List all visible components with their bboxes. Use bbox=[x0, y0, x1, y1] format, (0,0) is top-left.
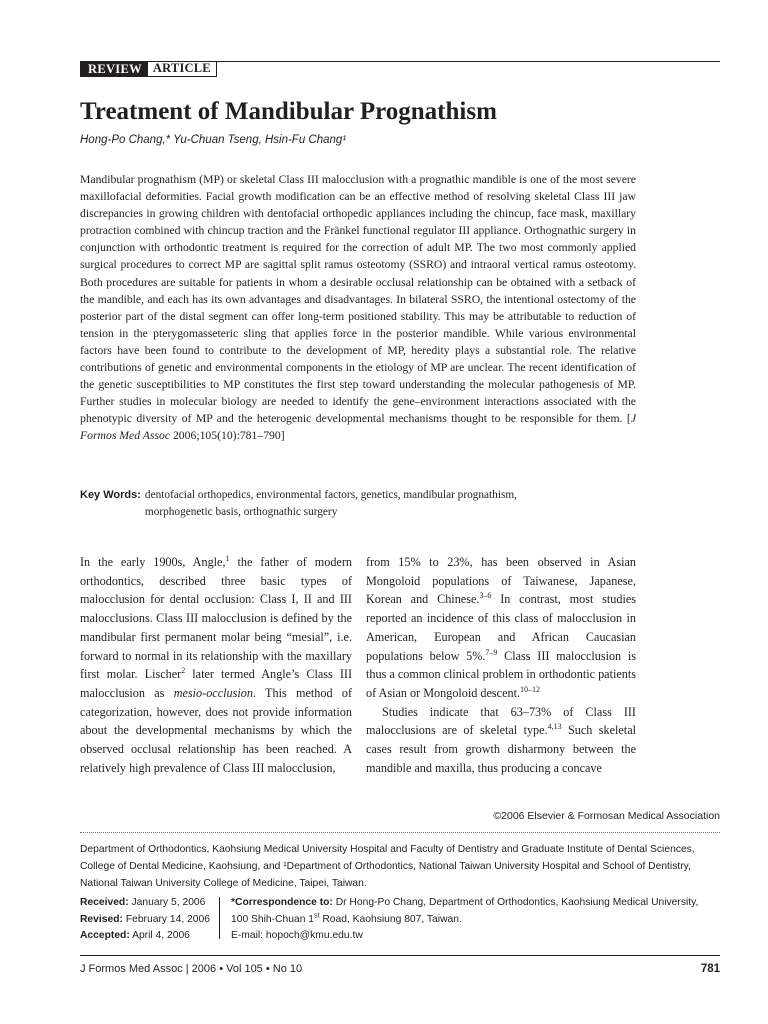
revised-label: Revised: bbox=[80, 913, 123, 925]
body-column-left bbox=[80, 553, 352, 777]
correspondence-name: Dr Hong-Po Chang, Department of Orthodontics, Kaohsiung Medical University, bbox=[332, 897, 699, 908]
citation-open: [ bbox=[626, 412, 631, 426]
body-text: later termed Angle’s Class III malocclusion as bbox=[80, 667, 353, 700]
accepted-label: Accepted: bbox=[80, 930, 130, 941]
article-dates bbox=[80, 895, 210, 945]
dotted-divider bbox=[80, 832, 720, 833]
correspondence bbox=[231, 895, 721, 945]
correspondence-address: 100 Shih-Chuan 1 bbox=[231, 913, 315, 925]
italic-term: mesio-occlusion bbox=[173, 685, 253, 700]
keywords-label: Key Words: bbox=[80, 489, 141, 501]
correspondence-address: Road, Kaohsiung 807, Taiwan. bbox=[319, 913, 462, 925]
copyright-notice: ©2006 Elsevier & Formosan Medical Association bbox=[493, 810, 720, 822]
badge-review: REVIEW bbox=[80, 61, 147, 77]
body-text: Such skeletal cases result from growth disharmony between the mandible and maxilla, thus producing a concave bbox=[366, 723, 636, 775]
abstract bbox=[80, 171, 636, 445]
affiliation-line: Department of Orthodontics, Kaohsiung Medical University Hospital and Faculty of Dentistry and Graduate Institute of Dental Sciences, bbox=[80, 844, 695, 855]
affiliation-line: College of Dental Medicine, Kaohsiung, and ¹Department of Orthodontics, National Taiwan University Hospital and School of Dentistry, bbox=[80, 861, 691, 872]
revised-date: February 14, 2006 bbox=[125, 913, 210, 925]
reference-sup: 10–12 bbox=[520, 684, 541, 694]
correspondence-label: *Correspondence to: bbox=[231, 897, 333, 908]
affiliations bbox=[80, 841, 720, 892]
body-text: Studies indicate that 63–73% of Class III malocclusions are of skeletal type. bbox=[366, 704, 636, 738]
article-type-badge bbox=[80, 61, 217, 77]
accepted-date: April 4, 2006 bbox=[132, 930, 190, 941]
keywords-line-2: morphogenetic basis, orthognathic surgery bbox=[144, 506, 338, 518]
received-date: January 5, 2006 bbox=[131, 897, 206, 908]
body-text: Class III malocclusion is thus a common clinical problem in orthodontic patients of Asian or Mongoloid descent. bbox=[366, 648, 637, 700]
body-text: from 15% to 23%, has been observed in Asian Mongoloid populations of Taiwanese, Japanese, Korean and Chinese. bbox=[366, 555, 636, 607]
correspondence-email: E-mail: hopoch@kmu.edu.tw bbox=[231, 930, 363, 941]
reference-sup: 1 bbox=[225, 553, 230, 563]
body-text: In contrast, most studies reported an incidence of this class of malocclusion in American, European and African Caucasian populations below 5%. bbox=[366, 592, 636, 663]
page-number: 781 bbox=[700, 963, 720, 975]
footer-rule bbox=[80, 955, 720, 956]
article-title: Treatment of Mandibular Prognathism bbox=[80, 98, 497, 125]
abstract-body: Mandibular prognathism (MP) or skeletal Class III malocclusion with a prognathic mandible is one of the most severe maxillofacial deformities. Facial growth modification can be an effective method of resolving skeletal Class III jaw discrepancies in growing children with dentofacial orthopedic appliances including the chincup, face mask, maxillary protraction combined with chincup traction and the Fränkel functional regulator III appliance. Orthognathic surgery in conjunction with orthodontic treatment is required for the correction of adult MP. The two most commonly applied surgical procedures to correct MP are sagittal split ramus osteotomy (SSRO) and intraoral vertical ramus osteotomy. Both procedures are suitable for patients in whom a desirable occlusal relationship can be obtained with a setback of the mandible, and each has its own advantages and disadvantages. In bilateral SSRO, the intentional ostectomy of the posterior part of the distal segment can offer long-term positioned stability. This may be attributable to reduction of tension in the pterygomasseteric sling that applies force in the posterior mandible. While various environmental factors have been found to contribute to the development of MP, heredity plays a substantial role. The relative contributions of genetic and environmental components in the etiology of MP are unclear. The recent identification of the genetic susceptibilities to MP constitutes the first step toward understanding the molecular pathogenesis of MP. Further studies in molecular biology are needed to identify the gene–environment interactions associated with the phenotypic diversity of MP and the heterogenic developmental mechanisms thought to be responsible for them. bbox=[80, 173, 636, 426]
affiliation-line: National Taiwan University College of Medicine, Taipei, Taiwan. bbox=[80, 878, 367, 889]
citation-journal: J Formos Med Assoc bbox=[80, 412, 636, 443]
dates-separator bbox=[219, 897, 220, 939]
badge-article: ARTICLE bbox=[147, 61, 217, 77]
journal-footer: J Formos Med Assoc | 2006 • Vol 105 • No 10 bbox=[80, 963, 303, 975]
keywords-line-1: dentofacial orthopedics, environmental factors, genetics, mandibular prognathism, bbox=[144, 489, 517, 501]
keywords-block bbox=[80, 487, 640, 521]
received-label: Received: bbox=[80, 897, 129, 908]
citation-details: 2006;105(10):781–790] bbox=[170, 429, 285, 443]
body-text: . This method of categorization, however, does not provide information about the developmental mechanisms by which the observed occlusal relationship has been reached. A relatively high prevalence of Class III malocclusion, bbox=[80, 685, 352, 775]
reference-sup: 3–6 bbox=[479, 591, 492, 601]
reference-sup: 2 bbox=[181, 666, 186, 676]
author-list: Hong-Po Chang,* Yu-Chuan Tseng, Hsin-Fu Chang¹ bbox=[80, 134, 347, 146]
body-text: the father of modern orthodontics, described three basic types of malocclusion for dental occlusion: Class I, II and III malocclusions. Class III malocclusion is defined by the mandibular first permanent molar being “mesial”, i.e. forward to normal in its relationship with the maxillary first molar. Lischer bbox=[80, 555, 352, 682]
ordinal-sup: st bbox=[314, 912, 320, 920]
body-column-right bbox=[366, 553, 636, 777]
body-text: In the early 1900s, Angle, bbox=[80, 555, 226, 569]
reference-sup: 4,13 bbox=[547, 722, 562, 732]
reference-sup: 7–9 bbox=[485, 647, 498, 657]
